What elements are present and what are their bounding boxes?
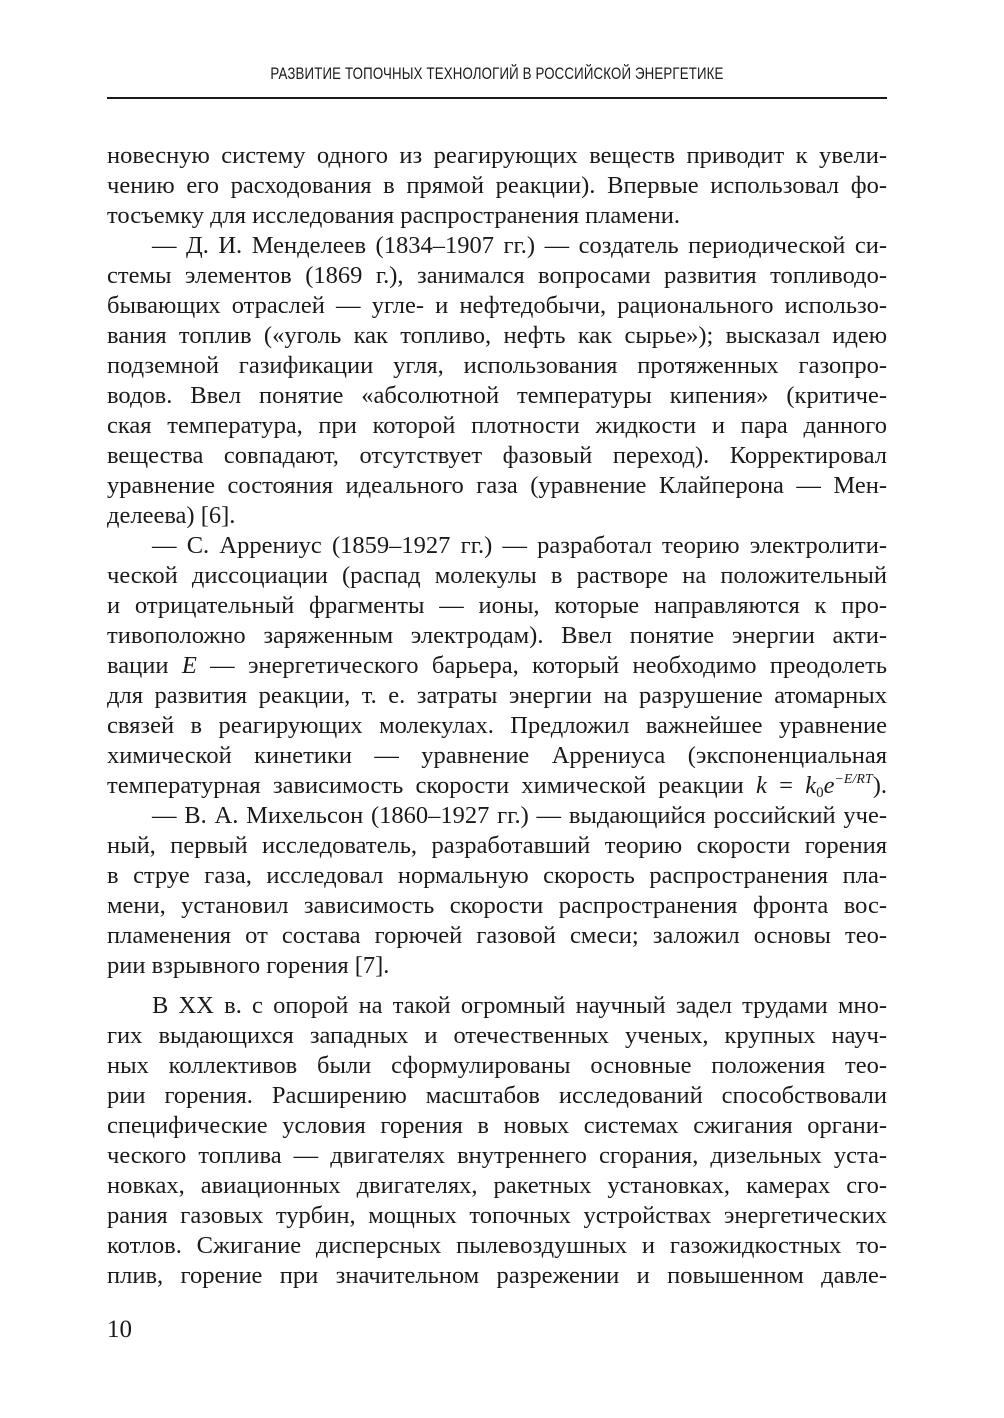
text-line: — Д. И. Менделеев (1834–1907 гг.) — создатель периодической си- [152, 232, 887, 259]
text-line: — В. А. Михельсон (1860–1927 гг.) — выдающийся российский уче- [152, 802, 887, 829]
body-text [107, 141, 887, 1291]
text-line: и отрицательный фрагменты — ионы, которые направляются к про- [107, 592, 887, 619]
formula-k0: k [805, 772, 817, 799]
text-line: пламенения от состава горючей газовой смеси; заложил основы тео- [107, 922, 887, 949]
paragraph-gap [107, 981, 887, 991]
formula-k: k [756, 772, 767, 799]
text-line: ных коллективов были сформулированы основные положения тео- [107, 1052, 887, 1079]
formula-exponent: −E/RT [834, 772, 873, 787]
text-line: уравнение состояния идеального газа (уравнение Клайперона — Мен- [107, 472, 887, 499]
text-line: делеева) [6]. [107, 502, 236, 529]
activation-energy-symbol: E [181, 652, 197, 679]
text-line: тосъемку для исследования распространения пламени. [107, 202, 681, 229]
formula-e: e [823, 772, 835, 799]
text-line-activation [107, 651, 887, 681]
text-line: рии горения. Расширению масштабов исследований способствовали [107, 1082, 887, 1109]
text-line: чению его расходования в прямой реакции). Впервые использовал фо- [107, 172, 887, 199]
text-line: — С. Аррениус (1859–1927 гг.) — разработал теорию электролити- [152, 532, 887, 559]
header-rule [107, 97, 887, 99]
text-fragment: — энергетического барьера, который необходимо преодолеть [196, 652, 887, 679]
formula-subscript: 0 [816, 785, 824, 801]
formula-equals: = [766, 772, 806, 799]
text-line: ный, первый исследователь, разработавший теорию скорости горения [107, 832, 887, 859]
text-fragment: температурная зависимость скорости химической реакции [107, 772, 744, 799]
text-line: вещества совпадают, отсутствует фазовый переход). Корректировал [107, 442, 887, 469]
text-line: ская температура, при которой плотности жидкости и пара данного [107, 412, 887, 439]
text-line: рания газовых турбин, мощных топочных устройствах энергетических [107, 1202, 887, 1229]
text-fragment: вации [107, 652, 169, 679]
text-line: специфические условия горения в новых системах сжигания органи- [107, 1112, 887, 1139]
text-line: стемы элементов (1869 г.), занимался вопросами развития топливодо- [107, 262, 887, 289]
text-line: новках, авиационных двигателях, ракетных установках, камерах сго- [107, 1172, 887, 1199]
text-line: котлов. Сжигание дисперсных пылевоздушных и газожидкостных то- [107, 1232, 887, 1259]
text-line: для развития реакции, т. е. затраты энергии на разрушение атомарных [107, 682, 887, 709]
text-line: бывающих отраслей — угле- и нефтедобычи, рационального использо- [107, 292, 887, 319]
running-header: РАЗВИТИЕ ТОПОЧНЫХ ТЕХНОЛОГИЙ В РОССИЙСКОЙ ЭНЕРГЕТИКЕ [270, 64, 724, 83]
text-line: в струе газа, исследовал нормальную скорость распространения пла- [107, 862, 887, 889]
text-line: ческой диссоциации (распад молекулы в растворе на положительный [107, 562, 887, 589]
text-line: гих выдающихся западных и отечественных ученых, крупных науч- [107, 1022, 887, 1049]
text-line: связей в реагирующих молекулах. Предложил важнейшее уравнение [107, 712, 887, 739]
text-line: водов. Ввел понятие «абсолютной температуры кипения» (критиче- [107, 382, 887, 409]
text-line: тивоположно заряженным электродам). Ввел понятие энергии акти- [107, 622, 887, 649]
text-line: плив, горение при значительном разрежении и повышенном давле- [107, 1262, 887, 1289]
text-line-arrhenius-formula [107, 771, 887, 801]
text-line: химической кинетики — уравнение Аррениуса (экспоненциальная [107, 742, 887, 769]
text-line: подземной газификации угля, использования протяженных газопро- [107, 352, 887, 379]
text-line: рии взрывного горения [7]. [107, 952, 390, 979]
text-line: мени, установил зависимость скорости распространения фронта вос- [107, 892, 887, 919]
text-line: ческого топлива — двигателях внутреннего сгорания, дизельных уста- [107, 1142, 887, 1169]
page-number: 10 [107, 1316, 132, 1343]
text-line: вания топлив («уголь как топливо, нефть как сырье»); высказал идею [107, 322, 887, 349]
text-line: новесную систему одного из реагирующих веществ приводит к увели- [107, 142, 887, 169]
formula-close: ). [872, 772, 887, 799]
text-line: В XX в. с опорой на такой огромный научный задел трудами мно- [152, 992, 887, 1019]
